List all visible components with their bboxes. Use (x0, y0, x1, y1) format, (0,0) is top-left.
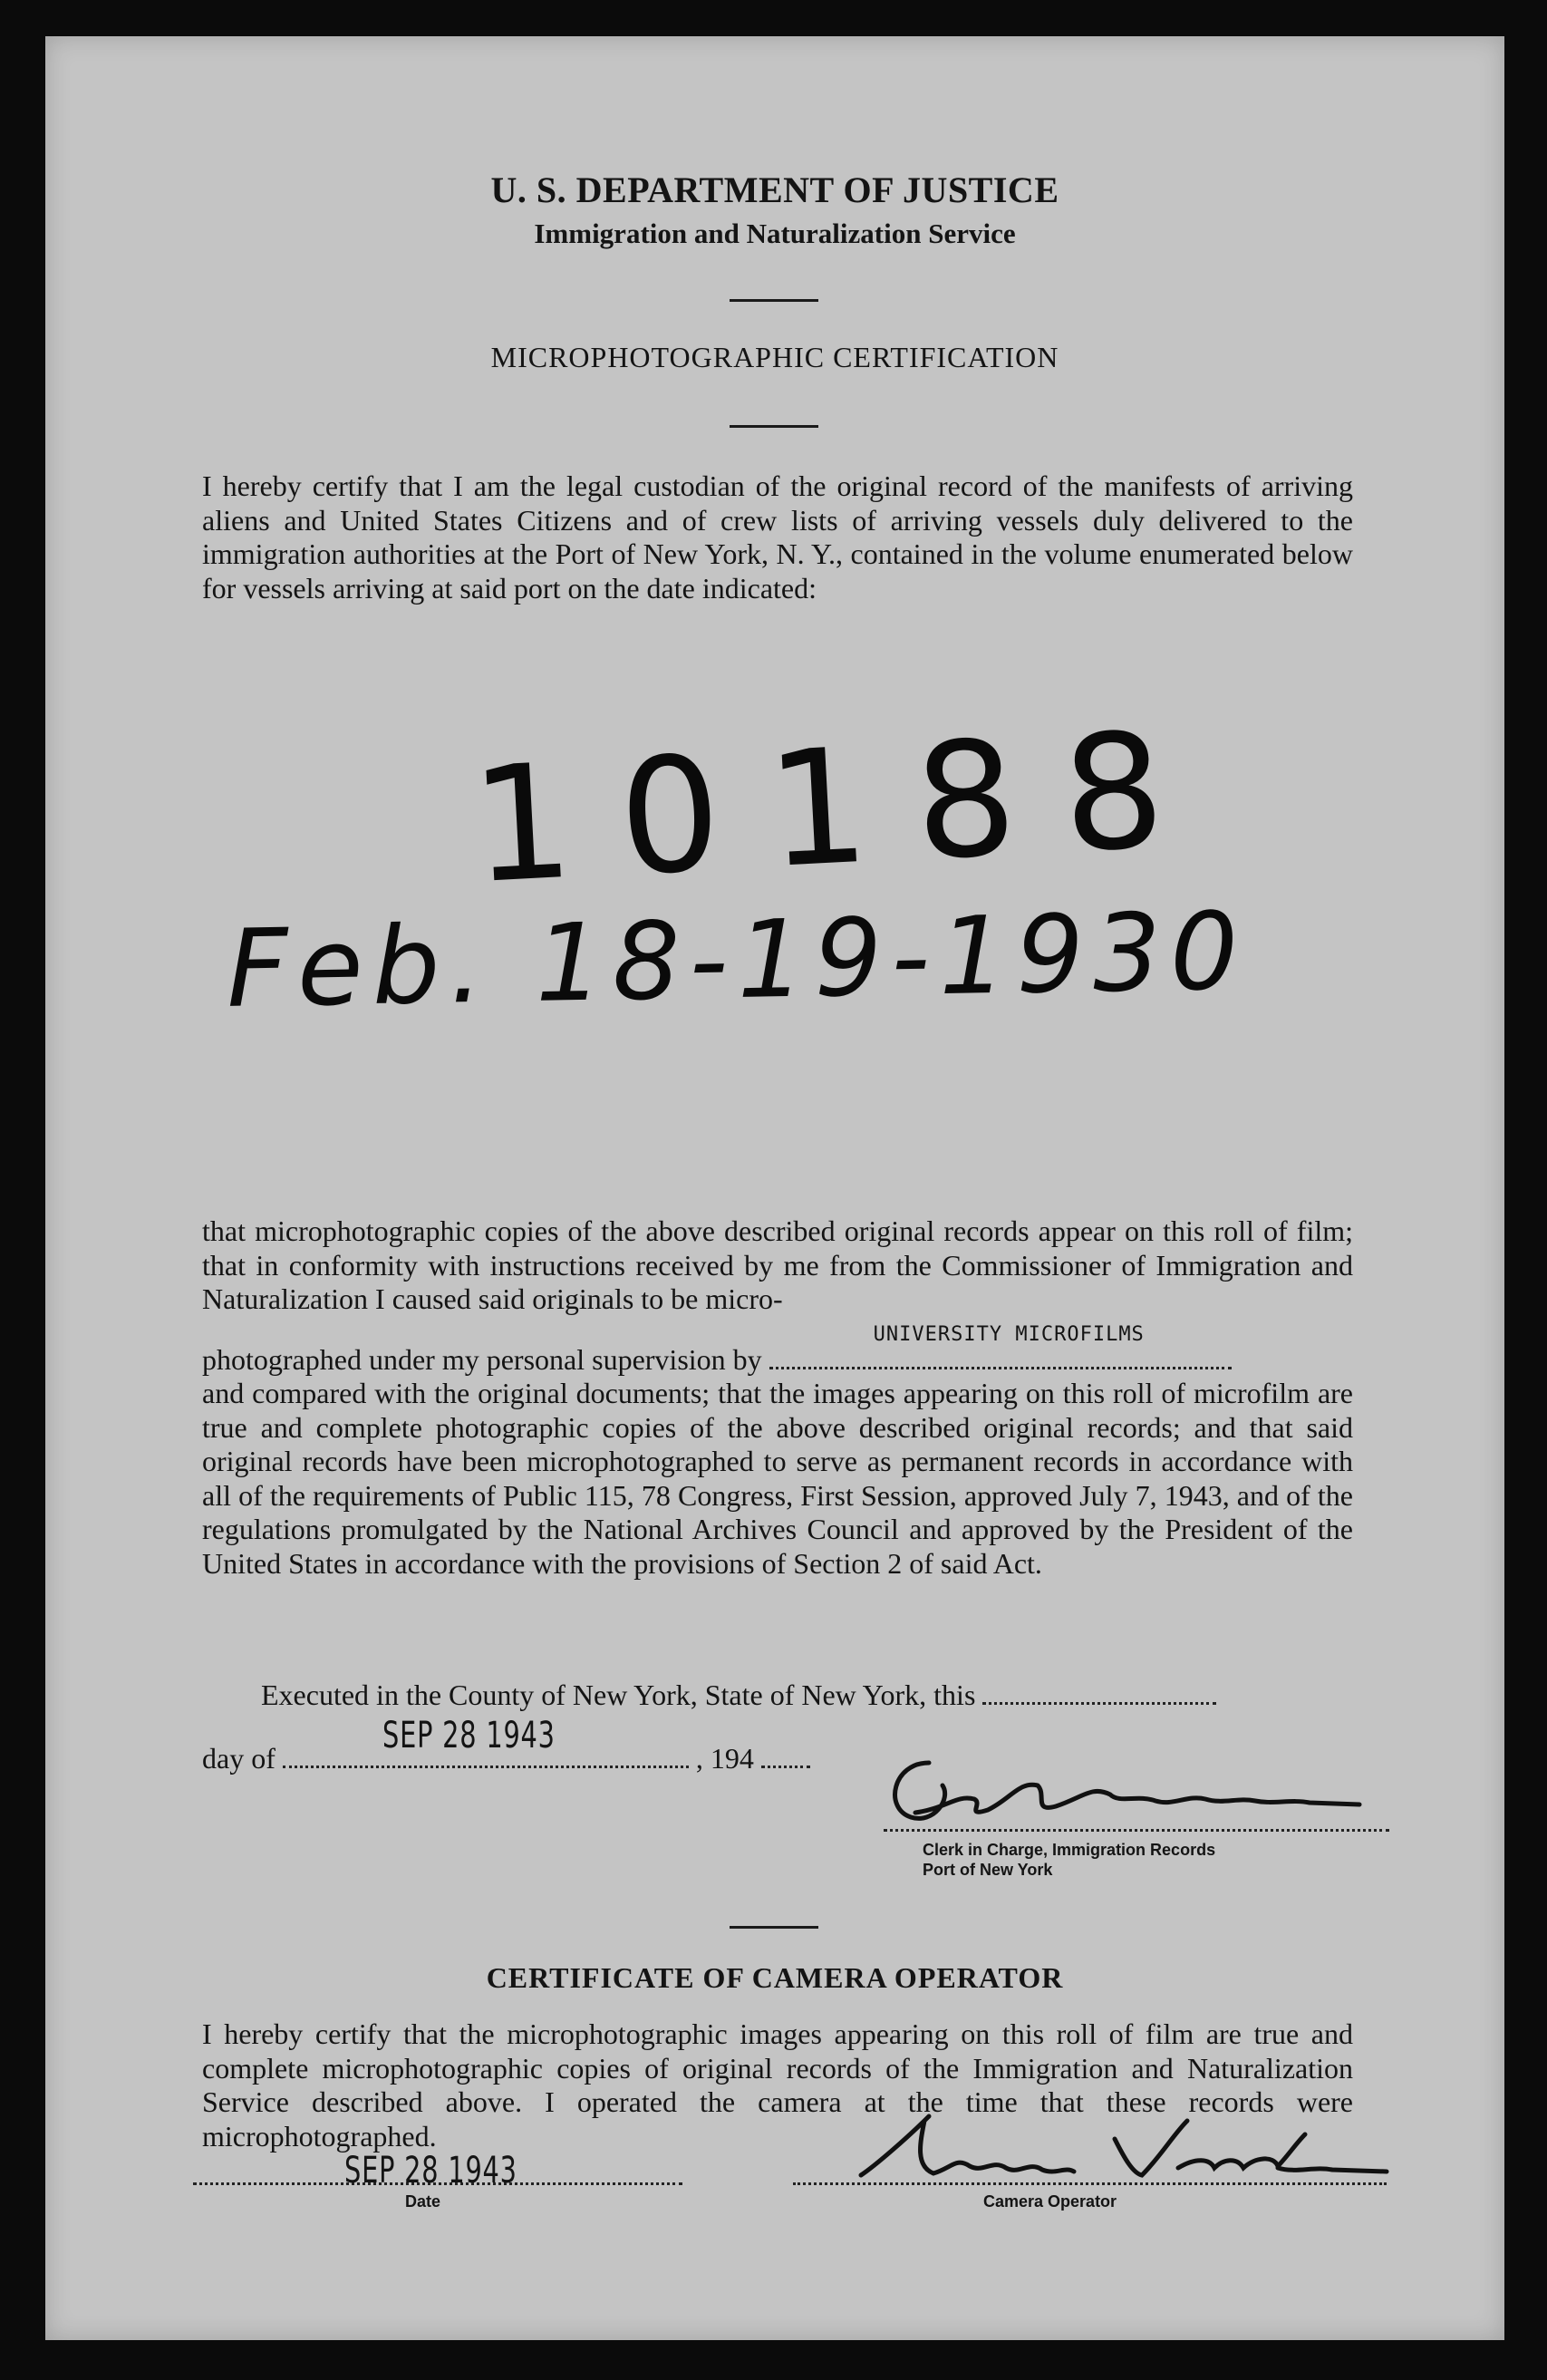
supervision-blank (769, 1323, 1232, 1369)
microfilm-statement: that microphotographic copies of the above described original records appear on this roll of film; that in conformity with instructions received by me from the Commissioner of Immigration and Naturalization I caused said originals to be micro- (202, 1214, 1353, 1315)
operator-statement: I hereby certify that the microphotographic images appearing on this roll of film are true and complete microphotographic copies of original records of the Immigration and Naturalization Service described above. I operated the camera at the time that these records were microphotographed. (202, 2017, 1353, 2153)
operator-signature-line (793, 2177, 1387, 2185)
custodian-statement: I hereby certify that I am the legal custodian of the original record of the manifests of arriving aliens and United States Citizens and of crew lists of arriving vessels duly delivered to the immigration authorities at the Port of New York, N. Y., contained in the volume enumerated below for vessels arriving at said port on the date indicated: (202, 469, 1353, 605)
divider (730, 299, 818, 302)
executed-label: Executed in the County of New York, State of New York, this (261, 1679, 976, 1711)
certificate-page (45, 36, 1504, 2340)
clerk-title (923, 1840, 1215, 1880)
executed-blank (982, 1680, 1216, 1705)
supervision-label: photographed under my personal supervision by (202, 1343, 762, 1376)
certification-title: MICROPHOTOGRAPHIC CERTIFICATION (490, 341, 1059, 373)
operator-certificate-title: CERTIFICATE OF CAMERA OPERATOR (486, 1961, 1064, 1994)
service-subheading: Immigration and Naturalization Service (534, 218, 1016, 249)
supervision-line (202, 1323, 1353, 1377)
divider (730, 1926, 818, 1929)
handwritten-vessel-dates: Feb. 18-19-1930 (225, 888, 1249, 1031)
operator-date-stamp: SEP 28 1943 (344, 2150, 517, 2191)
compliance-statement: and compared with the original documents; that the images appearing on this roll of microfilm are true and complete photographic copies of the above described original records; and that said original records have been microphotographed to serve as permanent records in accordance with all of the requirements of Public 115, 78 Congress, First Session, approved July 7, 1943, and of the regulations promulgated by the National Archives Council and approved by the President of the United States in accordance with the provisions of Section 2 of said Act. (202, 1377, 1353, 1580)
day-of-label: day of (202, 1742, 276, 1775)
clerk-signature-line (884, 1824, 1389, 1832)
clerk-title-line1: Clerk in Charge, Immigration Records (923, 1841, 1216, 1859)
day-of-blank (283, 1715, 689, 1768)
handwritten-volume-number: 10188 (467, 696, 1216, 920)
microfilm-company-stamp: UNIVERSITY MICROFILMS (873, 1323, 1145, 1346)
date-line (193, 2177, 682, 2185)
clerk-title-line2: Port of New York (923, 1861, 1053, 1879)
operator-label: Camera Operator (983, 2192, 1117, 2211)
year-prefix: , 194 (695, 1742, 754, 1775)
day-of-date-stamp: SEP 28 1943 (382, 1715, 556, 1756)
executed-line (261, 1679, 1353, 1712)
divider (730, 425, 818, 428)
department-heading: U. S. DEPARTMENT OF JUSTICE (490, 169, 1059, 210)
date-label: Date (405, 2192, 441, 2211)
year-blank (761, 1744, 810, 1768)
